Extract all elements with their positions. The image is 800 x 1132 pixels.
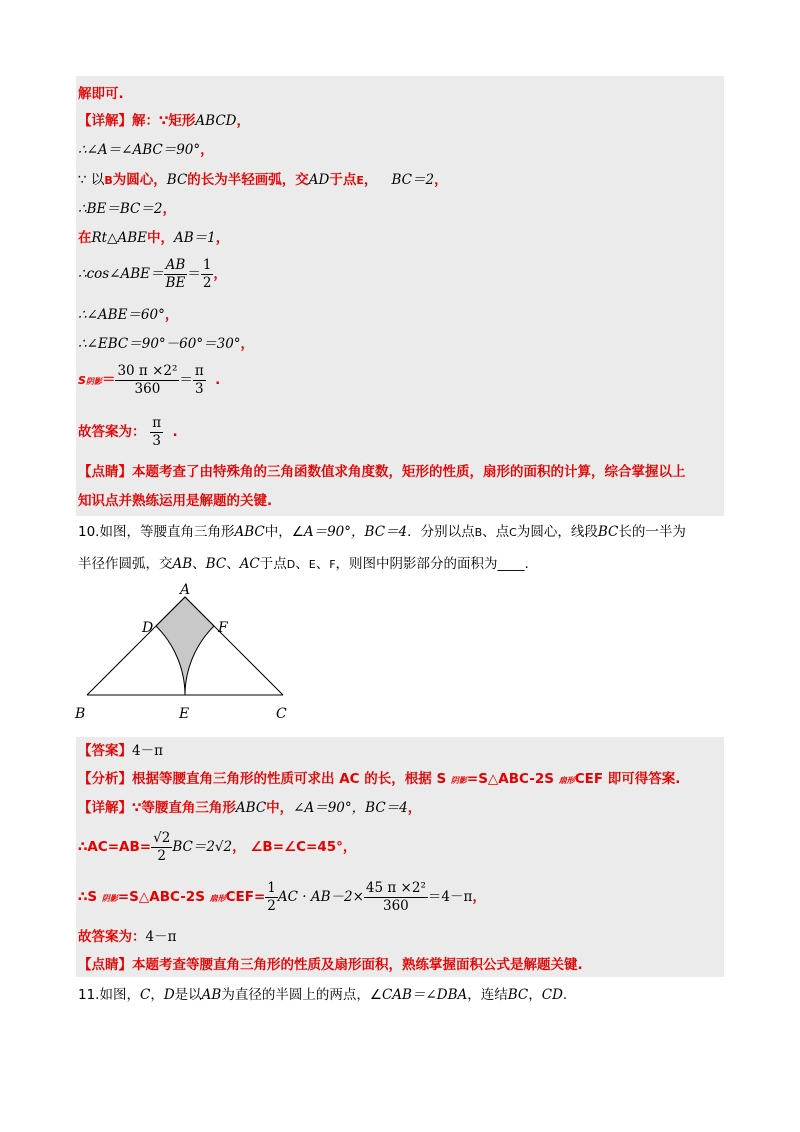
fraction-sector-area: $\frac{\text{30 π ×2²}}{360}$ [117,362,178,397]
prev-line-9: ∴∠EBC＝90°－60°＝30°， [78,336,255,352]
q10-text-line-2: 半径作圆弧，交AB、BC、AC于点D、E、F，则图中阴影部分的面积为____. [78,556,529,572]
prev-line-10: S阴影＝ $\frac{\text{30 π ×2²}}{360}$ ＝ $\frac{\pi}{3}$ . [78,362,221,397]
prev-line-5: ∴BE＝BC＝2， [78,201,176,217]
triangle-figure [70,580,310,730]
prev-line-7: ∴cos∠ABE＝ $\frac{AB}{BE}$ ＝ $\frac{1}{2}$ ， [78,256,227,291]
fraction-answer-pi-third: $\frac{\pi}{3}$ [152,414,162,449]
prev-line-8: ∴∠ABE＝60°， [78,307,179,323]
side-ac [185,597,283,695]
fraction-one-half-q10: $\frac{1}{2}$ [267,879,276,914]
q10-detail: 【详解】∵等腰直角三角形ABC中，∠A＝90°，BC＝4， [78,800,422,816]
fraction-pi-third: $\frac{\pi}{3}$ [194,362,204,397]
q10-text-line-1: 10.如图，等腰直角三角形ABC中，∠A＝90°，BC＝4．分别以点B、点C为圆心，线段BC长的一半为 [78,524,686,540]
q11-text: 11.如图，C，D是以AB为直径的半圆上的两点，∠CAB＝∠DBA，连结BC，CD. [78,987,568,1003]
q10-final-answer: 故答案为：4－π [78,929,177,945]
prev-answer-line: 故答案为： $\frac{\pi}{3}$ . [78,414,178,449]
q10-answer: 【答案】4－π [78,743,163,759]
fraction-root2-over-2: $\frac{√2}{2}$ [153,829,171,864]
q10-analysis: 【分析】根据等腰直角三角形的性质可求出 AC 的长，根据 S 阴影=S△ABC-2S 扇形CEF 即可得答案. [78,771,681,787]
fraction-one-half: $\frac{1}{2}$ [202,256,212,291]
label-a: A [180,582,191,598]
q10-comment: 【点睛】本题考查等腰直角三角形的性质及扇形面积，熟练掌握面积公式是解题关键. [78,957,583,973]
fraction-ab-be: $\frac{AB}{BE}$ [165,256,186,291]
label-f: F [218,620,228,636]
prev-line-1: 解即可. [78,86,124,102]
q10-detail-line-2: ∴AC=AB= $\frac{√2}{2}$ BC＝2√2， ∠B=∠C=45°， [78,829,357,864]
prev-line-6: 在Rt△ABE中，AB＝1， [78,230,230,246]
label-e: E [179,706,190,722]
prev-comment-line-1: 【点睛】本题考查了由特殊角的三角函数值求角度数，矩形的性质，扇形的面积的计算，综合掌握以上 [78,464,686,480]
fraction-sector-q10: $\frac{\text{45 π ×2²}}{360}$ [365,879,426,914]
prev-line-4: ∵ 以B为圆心，BC的长为半轻画弧，交AD于点E， BC＝2， [78,172,448,188]
shaded-region [156,597,214,695]
q10-detail-line-3: ∴S 阴影=S△ABC-2S 扇形CEF= $\frac{1}{2}$ AC · AB－2× $\frac{\text{45 π ×2²}}{360}$ ＝4－π， [78,879,486,914]
label-c: C [276,706,287,722]
prev-detail-line: 【详解】解：∵矩形ABCD， [78,113,250,129]
side-ab [87,597,185,695]
label-d: D [142,620,154,636]
prev-comment-line-2: 知识点并熟练运用是解题的关键. [78,493,273,509]
prev-line-3: ∴∠A＝∠ABC＝90°， [78,142,214,158]
label-b: B [75,706,86,722]
